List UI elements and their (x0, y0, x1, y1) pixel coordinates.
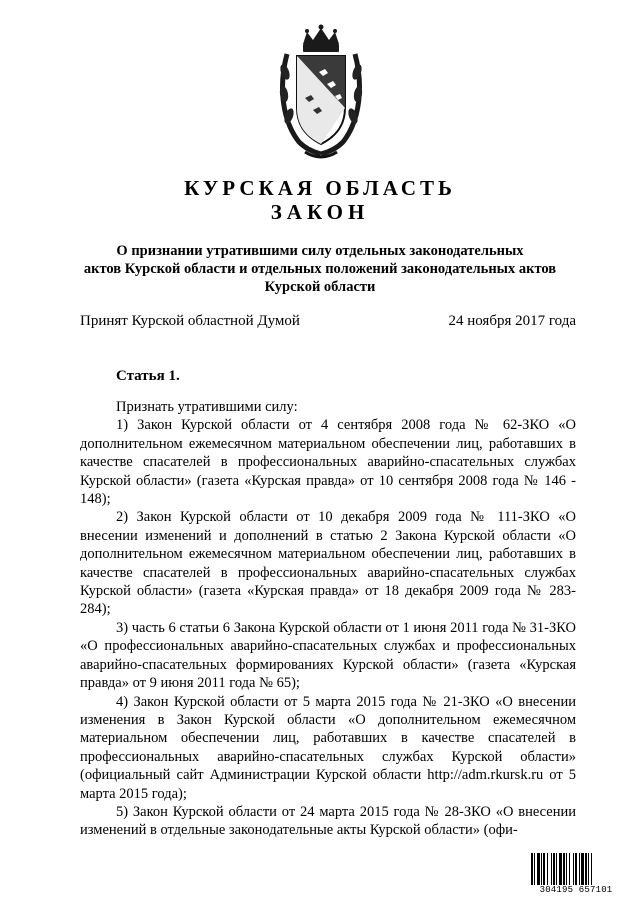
law-title-line: актов Курской области и отдельных положений законодательных актов (83, 261, 557, 277)
barcode (530, 853, 622, 895)
barcode-number: 304195 657101 (530, 885, 622, 895)
barcode-bar (543, 853, 545, 885)
barcode-bar (547, 853, 548, 885)
barcode-bar (591, 853, 592, 885)
barcode-bar (541, 853, 542, 885)
document-type: ЗАКОН (270, 200, 370, 224)
article-paragraph: 3) часть 6 статьи 6 Закона Курской области от 1 июня 2011 года № 31-ЗКО «О профессиональных аварийно-спасательных службах и профессиональных аварийно-спасательных формированиях Курской области» (газета «Курская правда» от 9 июня 2011 года № 65); (80, 619, 576, 692)
barcode-bar (581, 853, 584, 885)
barcode-bar (553, 853, 555, 885)
barcode-bars (530, 853, 622, 885)
barcode-bar (575, 853, 577, 885)
barcode-bar (531, 853, 533, 885)
article-paragraph: 2) Закон Курской области от 10 декабря 2009 года № 111-ЗКО «О внесении изменений и дополнений в статью 2 Закона Курской области «О дополнительном ежемесячном материальном обеспечении лиц, работавших в качестве спасателей в профессиональных аварийно-спасательных службах Курской области» (газета «Курская правда» от 18 декабря 2009 года № 283-284); (80, 509, 576, 618)
adoption-date: 24 ноября 2017 года (448, 313, 576, 329)
law-title-line: О признании утратившими силу отдельных законодательных (116, 243, 524, 259)
article-body (80, 398, 576, 840)
barcode-bar (579, 853, 580, 885)
article-paragraph: 5) Закон Курской области от 24 марта 2015 года № 28-ЗКО «О внесении изменений в отдельные законодательные акты Курской области» (офи- (80, 803, 576, 839)
barcode-bar (566, 853, 567, 885)
law-title-line: Курской области (264, 279, 376, 295)
barcode-bar (573, 853, 574, 885)
adoption-line (80, 312, 576, 330)
region-name: КУРСКАЯ ОБЛАСТЬ (184, 176, 456, 200)
barcode-bar (534, 853, 535, 885)
barcode-bar (588, 853, 589, 885)
barcode-bar (569, 853, 570, 885)
barcode-bar (537, 853, 540, 885)
law-title (70, 242, 570, 296)
barcode-bar (585, 853, 587, 885)
coat-of-arms-emblem (275, 24, 367, 164)
barcode-bar (559, 853, 562, 885)
adopted-by: Принят Курской областной Думой (80, 313, 300, 329)
barcode-bar (556, 853, 557, 885)
article-paragraph: 1) Закон Курской области от 4 сентября 2008 года № 62-ЗКО «О дополнительном ежемесячном материальном обеспечении лиц, работавших в качестве спасателей в профессиональных аварийно-спасательных службах Курской области» (газета «Курская правда» от 10 сентября 2008 года № 146 - 148); (80, 417, 576, 508)
article-paragraph: 4) Закон Курской области от 5 марта 2015 года № 21-ЗКО «О внесении изменения в Закон Курской области «О дополнительном ежемесячном материальном обеспечении лиц, работавших в качестве спасателей в профессиональных аварийно-спасательных службах Курской области» (официальный сайт Администрации Курской области http://adm.rkursk.ru от 5 марта 2015 года); (80, 693, 576, 802)
article-paragraph: Признать утратившими силу: (116, 399, 298, 415)
barcode-bar (563, 853, 565, 885)
barcode-bar (551, 853, 552, 885)
article-heading: Статья 1. (116, 368, 180, 384)
